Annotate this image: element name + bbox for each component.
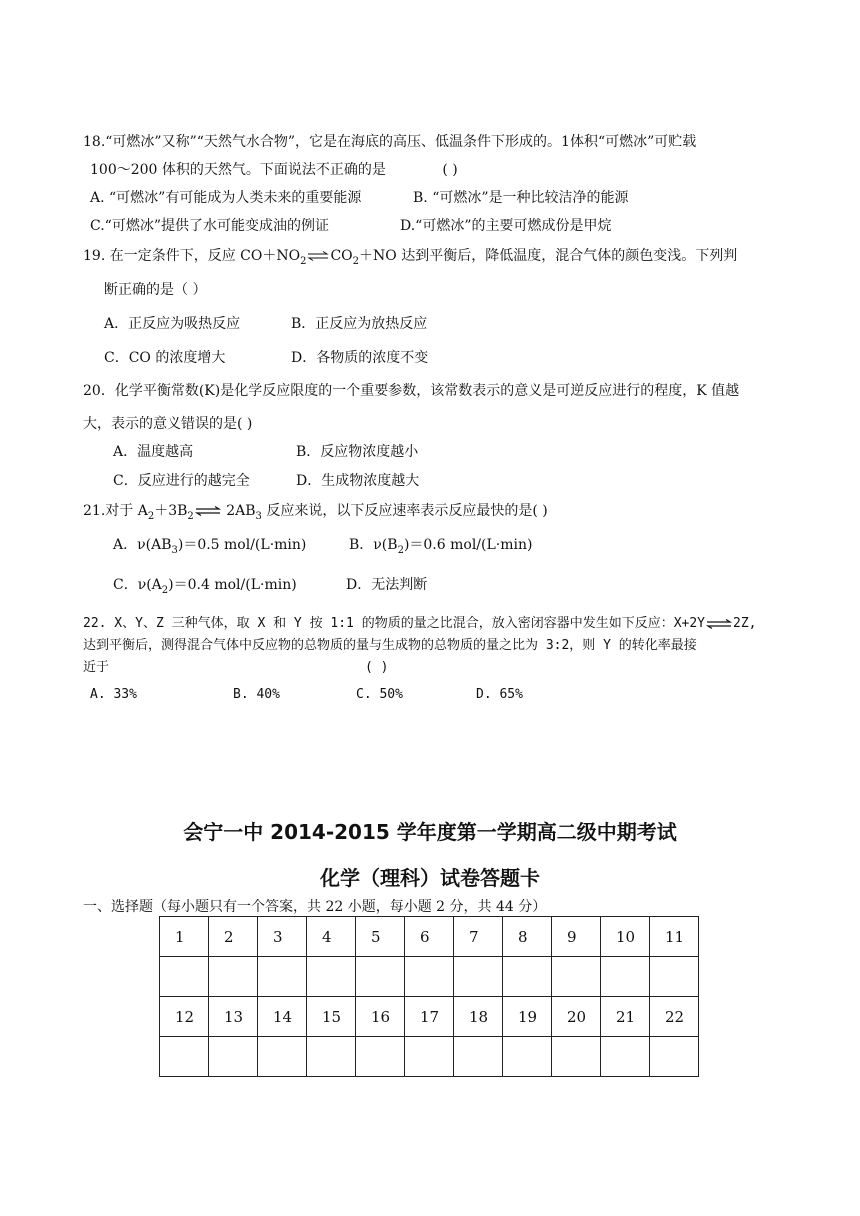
q19-stem-text-b: CO <box>330 248 353 264</box>
q22-stem-line3: 近于 <box>83 660 110 675</box>
answer-cell[interactable] <box>209 957 258 997</box>
q21-option-a-post: )＝0.5 mol/(L·min) <box>177 537 307 553</box>
question-number-cell: 21 <box>601 997 650 1037</box>
q21-text-a: 21.对于 A <box>83 503 148 519</box>
question-number-cell: 13 <box>209 997 258 1037</box>
q21-option-a-sub: 3 <box>171 544 178 556</box>
q18-option-c: C.“可燃冰”提供了水可能变成油的例证 <box>90 218 329 234</box>
answer-grid-answer-row <box>160 1037 699 1077</box>
q18-answer-paren: ( ) <box>442 162 458 178</box>
q19-option-c: C．CO 的浓度增大 <box>104 350 226 366</box>
answer-cell[interactable] <box>650 1037 699 1077</box>
equilibrium-arrow-icon <box>195 506 221 516</box>
q21-option-c-pre: C．ν(A <box>113 577 162 593</box>
question-number-cell: 17 <box>405 997 454 1037</box>
answer-cell[interactable] <box>307 957 356 997</box>
answer-cell[interactable] <box>209 1037 258 1077</box>
q22-option-d: D. 65% <box>476 687 523 702</box>
q21-option-a-pre: A．ν(AB <box>113 537 172 553</box>
q22-option-b: B. 40% <box>233 687 280 702</box>
q22-option-a: A. 33% <box>90 687 137 702</box>
answer-cell[interactable] <box>552 1037 601 1077</box>
question-number-cell: 7 <box>454 917 503 957</box>
q22-stem-line1 <box>83 615 757 633</box>
q21-option-b <box>349 536 532 554</box>
question-number-cell: 9 <box>552 917 601 957</box>
answer-cell[interactable] <box>650 957 699 997</box>
q22-answer-paren: ( ) <box>365 660 389 675</box>
answer-cell[interactable] <box>454 957 503 997</box>
q19-stem-line1 <box>83 247 737 265</box>
q18-stem-text: 100～200 体积的天然气。下面说法不正确的是 <box>90 162 386 178</box>
question-number-cell: 12 <box>160 997 209 1037</box>
q19-stem-text-c: ＋NO 达到平衡后，降低温度，混合气体的颜色变浅。下列判 <box>359 248 738 264</box>
question-number-cell: 22 <box>650 997 699 1037</box>
q22-text-b: 2Z, <box>733 616 757 631</box>
answer-cell[interactable] <box>160 1037 209 1077</box>
q19-option-d: D．各物质的浓度不变 <box>291 350 429 366</box>
q19-stem-text-a: 19. 在一定条件下，反应 CO＋NO <box>83 248 301 264</box>
question-number-cell: 8 <box>503 917 552 957</box>
q20-option-a: A．温度越高 <box>113 444 194 460</box>
question-number-cell: 19 <box>503 997 552 1037</box>
answer-grid-answer-row <box>160 957 699 997</box>
answer-card-title: 会宁一中 2014-2015 学年度第一学期高二级中期考试 <box>183 820 677 844</box>
answer-cell[interactable] <box>258 1037 307 1077</box>
q20-option-b: B．反应物浓度越小 <box>296 444 419 460</box>
answer-cell[interactable] <box>601 1037 650 1077</box>
q19-option-a: A．正反应为吸热反应 <box>104 316 241 332</box>
q18-option-b: B. “可燃冰”是一种比较洁净的能源 <box>413 190 629 206</box>
equilibrium-arrow-icon <box>706 619 732 629</box>
answer-cell[interactable] <box>454 1037 503 1077</box>
question-number-cell: 5 <box>356 917 405 957</box>
answer-cell[interactable] <box>307 1037 356 1077</box>
q21-text-b: ＋3B <box>154 503 188 519</box>
q19-option-b: B．正反应为放热反应 <box>291 316 428 332</box>
question-number-cell: 14 <box>258 997 307 1037</box>
equilibrium-arrow-icon <box>307 251 329 261</box>
question-number-cell: 4 <box>307 917 356 957</box>
q21-subscript-2: 2 <box>187 510 194 522</box>
q22-text-a: 22. X、Y、Z 三种气体，取 X 和 Y 按 1:1 的物质的量之比混合，放入密闭容器中发生如下反应：X+2Y <box>83 616 706 631</box>
answer-card-subtitle: 化学（理科）试卷答题卡 <box>320 866 540 890</box>
q18-option-d: D.“可燃冰”的主要可燃成份是甲烷 <box>400 218 612 234</box>
answer-cell[interactable] <box>503 1037 552 1077</box>
section-heading: 一、选择题（每小题只有一个答案，共 22 小题，每小题 2 分，共 44 分） <box>83 899 547 915</box>
q18-stem-line2 <box>90 161 458 179</box>
q20-option-d: D．生成物浓度越大 <box>296 473 420 489</box>
answer-grid-number-row <box>160 917 699 957</box>
q21-option-b-pre: B．ν(B <box>349 537 398 553</box>
question-number-cell: 6 <box>405 917 454 957</box>
q20-stem-line1: 20．化学平衡常数(K)是化学反应限度的一个重要参数，该常数表示的意义是可逆反应进行的程度，K 值越 <box>83 383 740 399</box>
q18-stem-line1: 18.“可燃冰”又称”“天然气水合物”，它是在海底的高压、低温条件下形成的。1体积“可燃冰”可贮载 <box>83 134 697 150</box>
q21-option-b-post: )＝0.6 mol/(L·min) <box>403 537 533 553</box>
answer-cell[interactable] <box>405 957 454 997</box>
answer-cell[interactable] <box>601 957 650 997</box>
q20-stem-line2: 大，表示的意义错误的是( ) <box>83 416 253 432</box>
q21-option-d: D．无法判断 <box>346 577 428 593</box>
answer-cell[interactable] <box>503 957 552 997</box>
q21-option-c-post: )＝0.4 mol/(L·min) <box>168 577 297 593</box>
question-number-cell: 11 <box>650 917 699 957</box>
answer-cell[interactable] <box>160 957 209 997</box>
answer-grid-number-row <box>160 997 699 1037</box>
question-number-cell: 18 <box>454 997 503 1037</box>
q19-stem-line2: 断正确的是（ ） <box>104 282 207 298</box>
answer-grid <box>159 916 699 1077</box>
q21-stem <box>83 502 548 520</box>
question-number-cell: 15 <box>307 997 356 1037</box>
q20-option-c: C．反应进行的越完全 <box>113 473 250 489</box>
q22-option-c: C. 50% <box>356 687 403 702</box>
answer-cell[interactable] <box>258 957 307 997</box>
q21-option-b-sub: 2 <box>397 544 404 556</box>
q22-stem-line2: 达到平衡后，测得混合气体中反应物的总物质的量与生成物的总物质的量之比为 3:2，则 Y 的转化率最接 <box>83 638 697 653</box>
q19-subscript-2: 2 <box>352 255 360 267</box>
question-number-cell: 1 <box>160 917 209 957</box>
question-number-cell: 2 <box>209 917 258 957</box>
answer-cell[interactable] <box>552 957 601 997</box>
q21-text-c: 2AB <box>221 503 256 519</box>
question-number-cell: 3 <box>258 917 307 957</box>
q21-subscript-1: 2 <box>147 510 155 522</box>
answer-cell[interactable] <box>405 1037 454 1077</box>
q21-option-a <box>113 536 306 554</box>
q21-option-c-sub: 2 <box>161 584 169 596</box>
answer-cell[interactable] <box>356 1037 405 1077</box>
question-number-cell: 20 <box>552 997 601 1037</box>
q21-text-d: 反应来说，以下反应速率表示反应最快的是( ) <box>261 503 548 519</box>
q19-subscript-1: 2 <box>300 255 307 267</box>
q21-option-c <box>113 576 297 594</box>
q21-subscript-3: 3 <box>255 510 262 522</box>
q18-option-a: A. “可燃冰”有可能成为人类未来的重要能源 <box>90 190 362 206</box>
answer-cell[interactable] <box>356 957 405 997</box>
question-number-cell: 16 <box>356 997 405 1037</box>
question-number-cell: 10 <box>601 917 650 957</box>
